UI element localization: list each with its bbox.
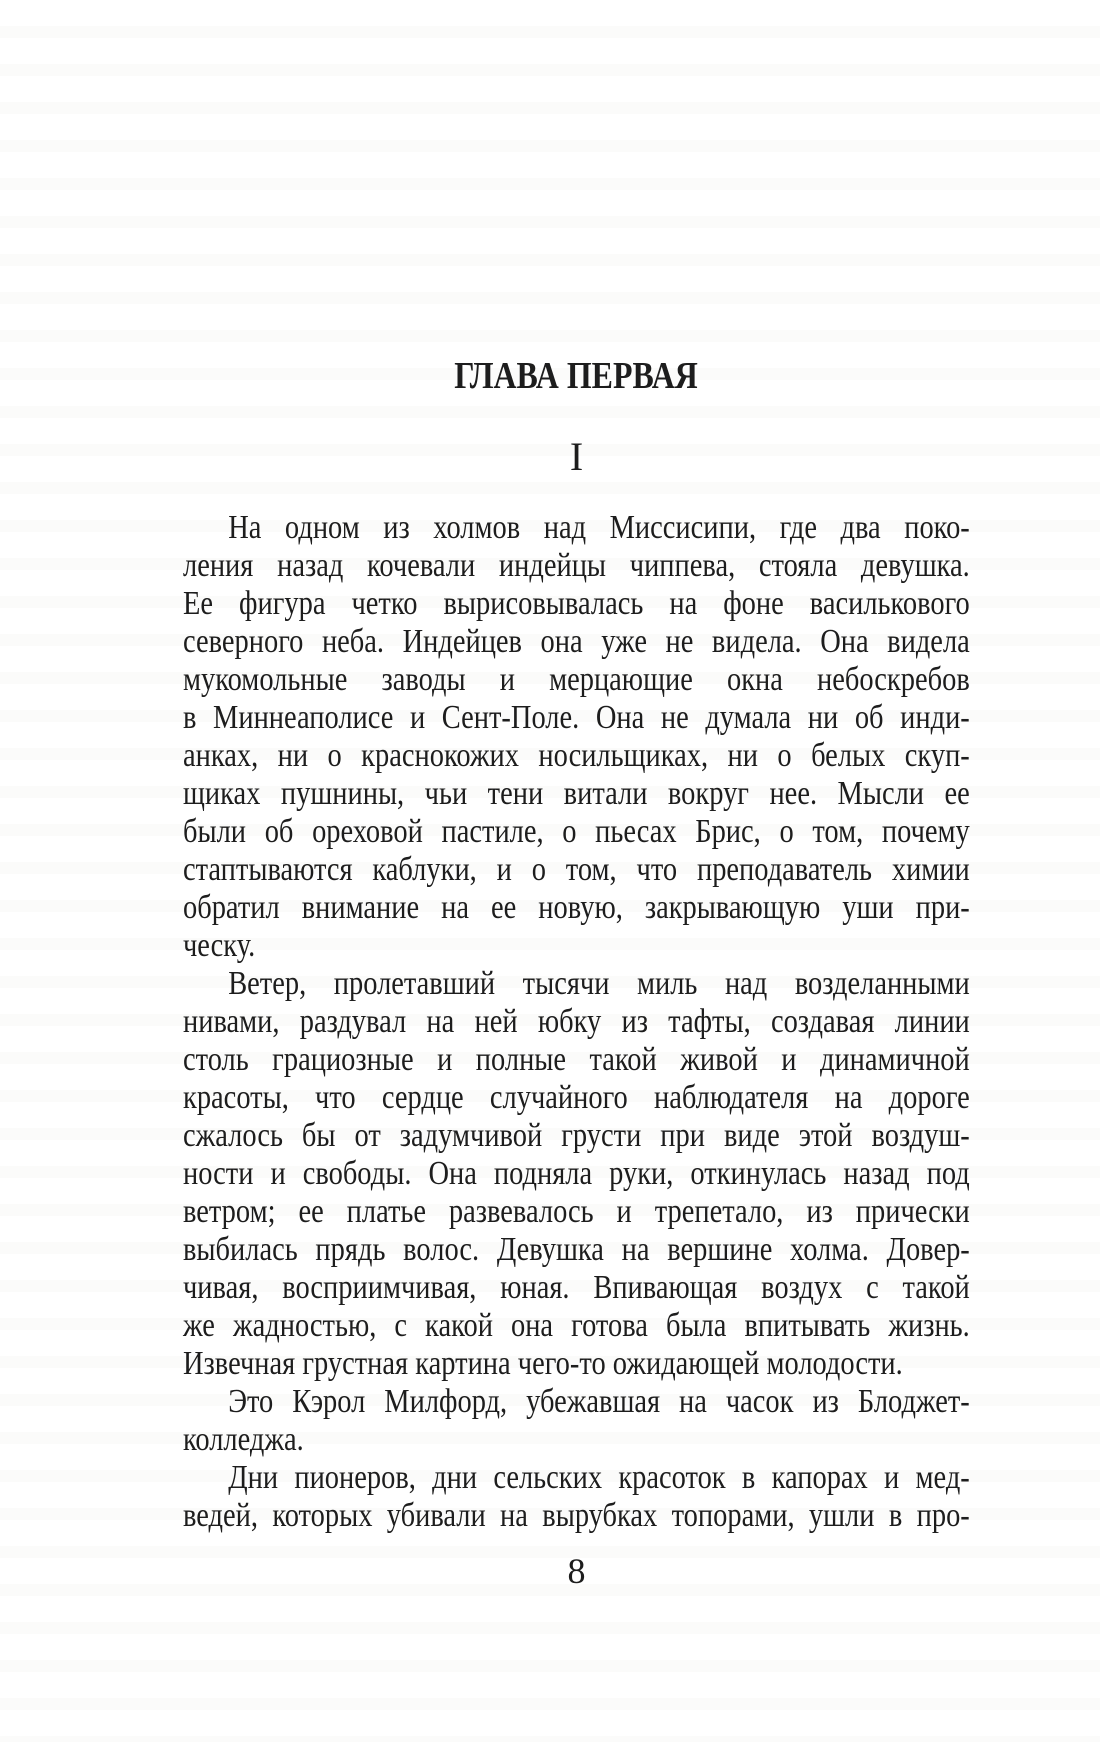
text-line: в Миннеаполисе и Сент-Поле. Она не думала ни об инди- [183,699,970,736]
text-line: красоты, что сердце случайного наблюдателя на дороге [183,1079,970,1116]
text-line: анках, ни о краснокожих носильщиках, ни о белых скуп- [183,737,970,774]
text-line: Ее фигура четко вырисовывалась на фоне василькового [183,585,970,622]
text-line: были об ореховой пастиле, о пьесах Брис, о том, почему [183,813,970,850]
text-line: мукомольные заводы и мерцающие окна небоскребов [183,661,970,698]
text-line: чивая, восприимчивая, юная. Впивающая воздух с такой [183,1269,970,1306]
text-line: ветром; ее платье развевалось и трепетало, из прически [183,1193,970,1230]
text-line: обратил внимание на ее новую, закрывающую уши при- [183,889,970,926]
text-line: щиках пушнины, чьи тени витали вокруг нее. Мысли ее [183,775,970,812]
text-line: выбилась прядь волос. Девушка на вершине холма. Довер- [183,1231,970,1268]
text-line: столь грациозные и полные такой живой и динамичной [183,1041,970,1078]
text-line: колледжа. [183,1421,304,1458]
text-line: же жадностью, с какой она готова была впитывать жизнь. [183,1307,970,1344]
page-number: 8 [567,1551,586,1591]
text-line: Это Кэрол Милфорд, убежавшая на часок из Блоджет- [228,1383,970,1420]
text-line: ческу. [183,927,256,964]
chapter-title-text: ГЛАВА ПЕРВАЯ [454,355,699,397]
text-line: стаптываются каблуки, и о том, что преподаватель химии [183,851,970,888]
text-line: сжалось бы от задумчивой грусти при виде этой воздуш- [183,1117,970,1154]
text-line: На одном из холмов над Миссисипи, где два поко- [228,509,970,546]
section-number: I [569,434,584,479]
text-line: Дни пионеров, дни сельских красоток в капорах и мед- [228,1459,970,1496]
text-line: ведей, которых убивали на вырубках топорами, ушли в про- [183,1497,970,1534]
text-line: Ветер, пролетавший тысячи миль над возделанными [228,965,970,1002]
text-line: ности и свободы. Она подняла руки, откинулась назад под [183,1155,970,1192]
text-line: ления назад кочевали индейцы чиппева, стояла девушка. [183,547,970,584]
chapter-title [183,356,970,396]
body-text [183,509,1100,1535]
text-line: северного неба. Индейцев она уже не видела. Она видела [183,623,970,660]
text-line: Извечная грустная картина чего-то ожидающей молодости. [183,1345,903,1382]
text-line: нивами, раздувал на ней юбку из тафты, создавая линии [183,1003,970,1040]
